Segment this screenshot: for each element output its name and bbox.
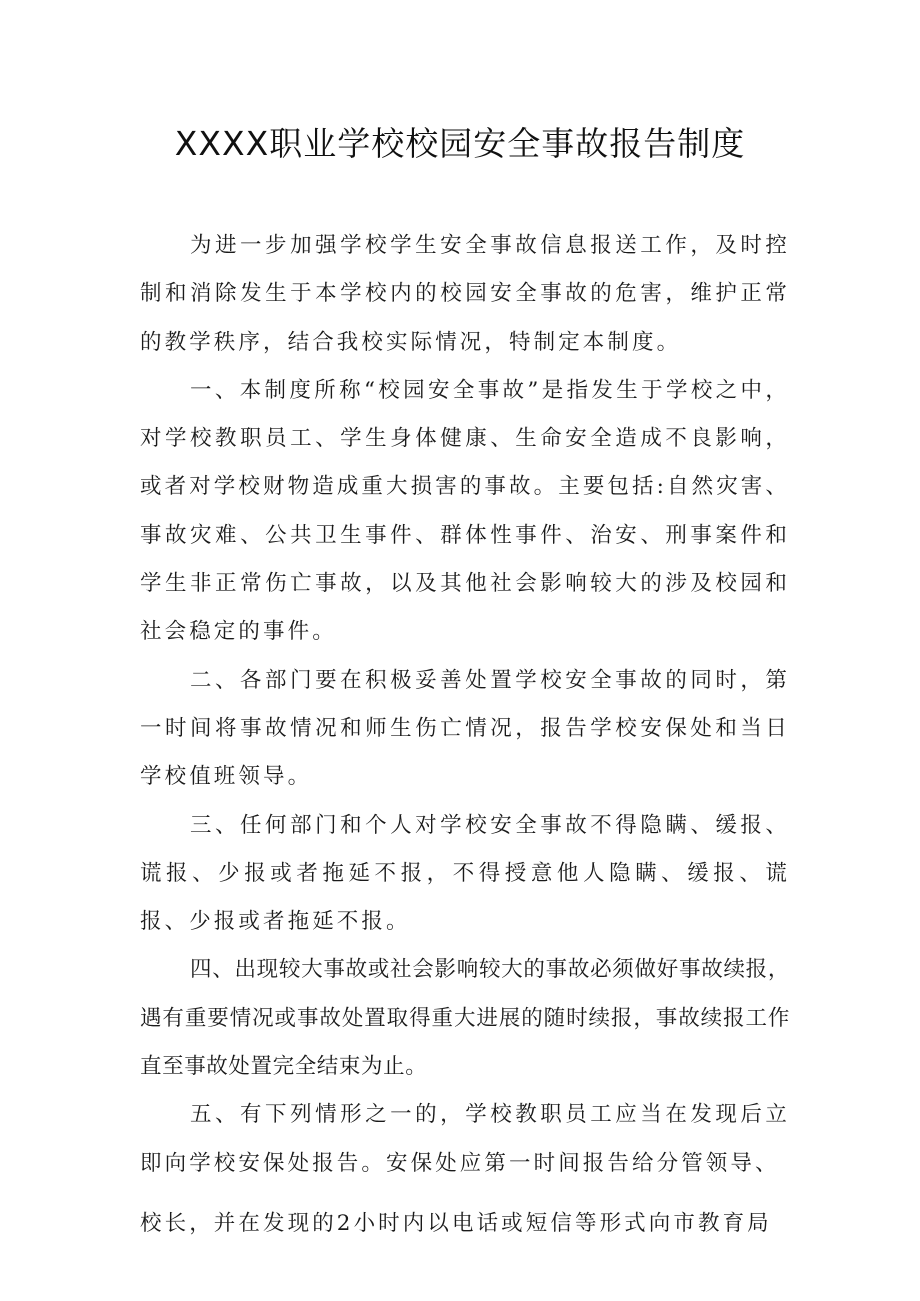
paragraph-intro: 为进一步加强学校学生安全事故信息报送工作，及时控制和消除发生于本学校内的校园安全事故的危害，维护正常的教学秩序，结合我校实际情况，特制定本制度。 [140,233,790,355]
paragraph-article-3: 三、任何部门和个人对学校安全事故不得隐瞒、缓报、谎报、少报或者拖延不报，不得授意他人隐瞒、缓报、谎报、少报或者拖延不报。 [140,812,790,935]
document-title: XXXX职业学校校园安全事故报告制度 [174,124,746,163]
paragraph-article-4: 四、出现较大事故或社会影响较大的事故必须做好事故续报，遇有重要情况或事故处置取得重大进展的随时续报，事故续报工作直至事故处置完全结束为止。 [140,957,790,1080]
document-body [140,222,790,1248]
paragraph-article-1: 一、本制度所称“校园安全事故”是指发生于学校之中，对学校教职员工、学生身体健康、生命安全造成不良影响，或者对学校财物造成重大损害的事故。主要包括:自然灾害、事故灾难、公共卫生事件、群体性事件、治安、刑事案件和学生非正常伤亡事故，以及其他社会影响较大的涉及校园和社会稳定的事件。 [140,377,790,645]
paragraph-continuation: 校长，并在发现的2小时内以电话或短信等形式向市教育局 [140,1210,772,1236]
paragraph-article-5: 五、有下列情形之一的，学校教职员工应当在发现后立即向学校安保处报告。安保处应第一时间报告给分管领导、 [140,1102,790,1176]
paragraph-article-2: 二、各部门要在积极妥善处置学校安全事故的同时，第一时间将事故情况和师生伤亡情况，报告学校安保处和当日学校值班领导。 [140,667,790,790]
